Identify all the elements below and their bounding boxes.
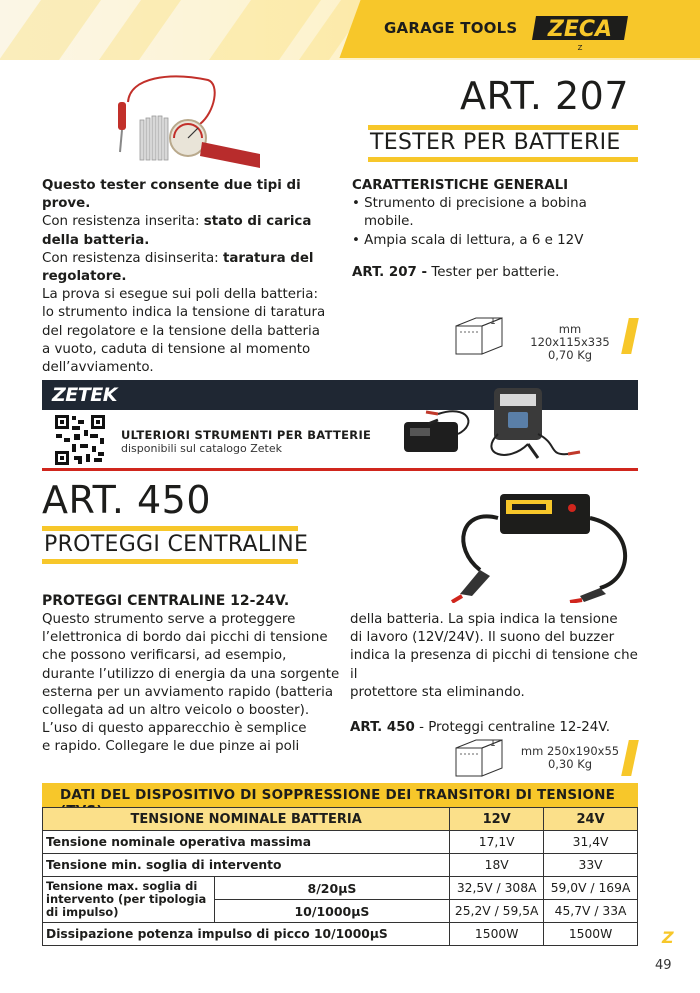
art207-specs: CARATTERISTICHE GENERALI • Strumento di precisione a bobina mobile. • Ampia scala di lettura, a 6 e 12V ART. 207 - Tester per batterie. xyxy=(352,177,638,282)
spec-item: • Ampia scala di lettura, a 6 e 12V xyxy=(352,232,584,248)
svg-text:Z: Z xyxy=(577,44,583,52)
table-row: 10/1000µS 25,2V / 59,5A 45,7V / 33A xyxy=(43,900,638,923)
ecu-protector-image xyxy=(440,478,640,603)
table-row: Tensione min. soglia di intervento 18V 33V xyxy=(43,854,638,877)
tvs-table xyxy=(42,807,638,946)
corner-brand-mark: Z xyxy=(662,928,674,947)
art207-product-title: TESTER PER BATTERIE xyxy=(370,130,621,155)
art207-description: Questo tester consente due tipi di prove. Con resistenza inserita: stato di carica della batteria. Con resistenza disinserita: taratura del regolatore. La prova si esegue sui poli della batteria: lo strumento indica la tensione di taratura del regolatore e la tensione della batteria a vuoto, caduta di tensione al momento dell’avviamento. xyxy=(42,178,326,376)
table-row: Dissipazione potenza impulso di picco 10/1000µS 1500W 1500W xyxy=(43,923,638,946)
art450-package-dims: mm 250x190x55 0,30 Kg xyxy=(520,744,620,771)
table-row: Tensione nominale operativa massima 17,1V 31,4V xyxy=(43,831,638,854)
art207-code-title: ART. 207 xyxy=(460,74,630,118)
qr-code-icon[interactable] xyxy=(54,414,106,466)
art450-title-bar-top xyxy=(42,526,298,531)
package-box-icon xyxy=(452,736,508,778)
spec-item: • Strumento di precisione a bobina mobile. xyxy=(352,196,587,230)
art450-description-col1: Questo strumento serve a proteggere l’elettronica di bordo dai picchi di tensione che possono verificarsi, ad esempio, durante l’utilizzo di energia da una sorgente esterna per un avviamento rapido (batteria collegata ad un altro veicolo o booster). L’uso di questo apparecchio è semplice e rapido. Collegare le due pinze ai poli xyxy=(42,612,340,755)
art450-product-title: PROTEGGI CENTRALINE xyxy=(44,532,309,557)
section-label: GARAGE TOOLS xyxy=(384,19,518,37)
tvs-table-title: DATI DEL DISPOSITIVO DI SOPPRESSIONE DEI TRANSITORI DI TENSIONE xyxy=(42,783,638,807)
zetek-divider xyxy=(42,468,638,471)
table-header-row: TENSIONE NOMINALE BATTERIA 12V 24V xyxy=(43,808,638,831)
art450-code-title: ART. 450 xyxy=(42,478,212,522)
svg-text:1: 1 xyxy=(490,739,496,749)
art450-heading: PROTEGGI CENTRALINE 12-24V. xyxy=(42,593,290,609)
zetek-products-image xyxy=(398,384,638,468)
zetek-heading: ULTERIORI STRUMENTI PER BATTERIE xyxy=(121,428,372,442)
art207-specs-heading: CARATTERISTICHE GENERALI xyxy=(352,178,569,193)
art450-title-bar-bottom xyxy=(42,559,298,564)
svg-text:ZECA: ZECA xyxy=(547,17,613,42)
zetek-logo: ZETEK xyxy=(52,384,117,406)
page-number: 49 xyxy=(655,958,672,973)
dims-accent xyxy=(621,740,639,776)
art207-package-dims: mm 120x115x335 0,70 Kg xyxy=(530,322,610,362)
table-row: Tensione max. soglia di intervento (per tipologia di impulso) 8/20µS 32,5V / 308A 59,0V / 169A xyxy=(43,877,638,900)
art450-description-col2: della batteria. La spia indica la tensione di lavoro (12V/24V). Il suono del buzzer indica la presenza di picchi di tensione che il protettore sta eliminando. ART. 450 - Proteggi centraline 12-24V. xyxy=(350,612,638,736)
art207-title-bar-bottom xyxy=(368,157,638,162)
package-box-icon xyxy=(452,314,508,356)
zetek-subtext: disponibili sul catalogo Zetek xyxy=(121,442,283,455)
dims-accent xyxy=(621,318,639,354)
zeca-logo xyxy=(530,14,630,52)
battery-tester-image xyxy=(110,72,270,172)
svg-text:1: 1 xyxy=(490,317,496,327)
